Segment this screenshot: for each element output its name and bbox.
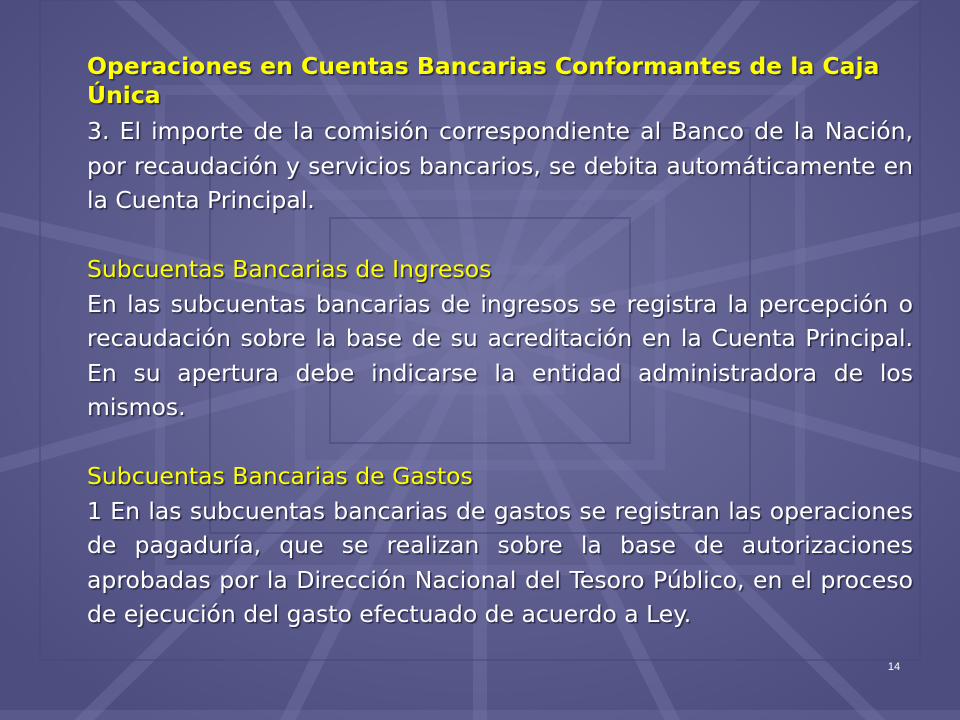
gastos-body: 1 En las subcuentas bancarias de gastos se registran las operaciones de pagaduría, que se realizan sobre la base de autorizaciones aprobadas por la Dirección Nacional del Tesoro Público, en el proceso de ejecución del gasto efectuado de acuerdo a Ley. bbox=[87, 496, 913, 628]
ingresos-body: En las subcuentas bancarias de ingresos se registra la percepción o recaudación sobre la base de su acreditación en la Cuenta Principal. En su apertura debe indicarse la entidad administradora de los mismos. bbox=[87, 289, 913, 421]
gastos-heading: Subcuentas Bancarias de Gastos bbox=[87, 462, 473, 490]
spacer bbox=[87, 218, 913, 253]
spacer bbox=[87, 425, 913, 460]
ingresos-heading: Subcuentas Bancarias de Ingresos bbox=[87, 255, 492, 283]
slide-title: Operaciones en Cuentas Bancarias Conformantes de la Caja Única bbox=[87, 52, 880, 109]
page-number: 14 bbox=[887, 661, 901, 673]
slide-content bbox=[87, 52, 913, 632]
item-3-text: 3. El importe de la comisión correspondiente al Banco de la Nación, por recaudación y servicios bancarios, se debita automáticamente en la Cuenta Principal. bbox=[87, 117, 913, 214]
